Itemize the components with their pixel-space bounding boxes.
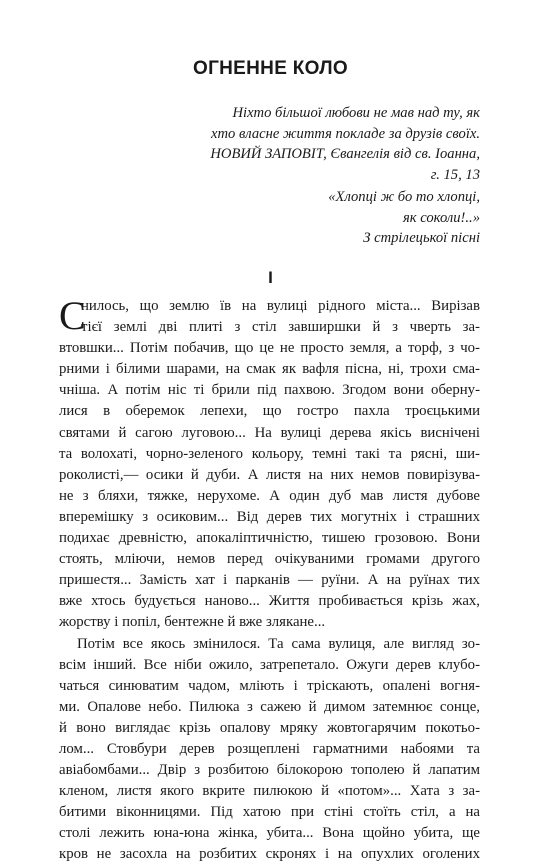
text-line: лися в оберемок лепехи, що гостро пахла троєцькими [59, 403, 480, 420]
text-line: не з бляхи, тяжке, нерухоме. А один дуб мав листя дубове [59, 487, 480, 504]
text-line: тієї землі дві плиті з стіл завширшки й з чверть за- [81, 319, 480, 336]
text-line: стоять, мліючи, немов перед очікуваними громами другого [59, 551, 480, 568]
text-line: святами й сагою луговою... На вулиці дерева якісь виснічені [59, 424, 480, 441]
text-line: кров не засохла на розбитих скронях і на опухлих оголених [59, 846, 480, 863]
text-line: чаться синюватим чадом, мліють і тріскають, опалені вогня- [59, 677, 480, 694]
text-line: кленом, листя якого вкрите пилюкою й «потом»... Хата з за- [59, 783, 480, 800]
text-line: роколисті,— осики й дуби. А листя на них немов повирізува- [59, 466, 480, 483]
text-line: жорству і попіл, бентежне й вже злякане... [59, 614, 326, 631]
text-line: нилось, що землю їв на вулиці рідного міста... Вирізав [81, 298, 480, 314]
text-line: ми. Опалове небо. Пилюка з сажею й димом затемнює сонце, [59, 698, 480, 715]
text-line: чніша. А потім ніс ті брили під пахвою. Згодом вони оберну- [59, 382, 480, 399]
epigraph-source: г. 15, 13 [430, 166, 480, 183]
text-line: й воно виглядає крізь опалову мряку жовтогарячим покотьо- [59, 719, 480, 736]
text-line: лом... Стовбури дерев розщеплені гарматними набоями та [59, 740, 480, 757]
text-line: втовшки... Потім побачив, що це не просто земля, а торф, з чо- [59, 340, 480, 357]
epigraph-source: НОВИЙ ЗАПОВІТ, Євангелія від св. Іоанна, [210, 146, 480, 162]
epigraph-line: Ніхто більшої любови не мав над ту, як [232, 105, 480, 121]
text-line: Потім все якось змінилося. Та сама вулиця, але вигляд зо- [77, 635, 480, 652]
text-line: пришестя... Замість хат і парканів — руїни. А на руїнах тих [59, 572, 480, 589]
text-line: подихає древністю, апокаліптичністю, тишею грозовою. Вони [59, 530, 480, 547]
text-line: рними і білими шарами, на смак як вафля пісна, ні, трохи сма- [59, 361, 480, 378]
text-line: та волохаті, чорно-зеленого кольору, темні такі та рясні, ши- [59, 445, 480, 462]
text-line: столі лежить юна-юна жінка, убита... Вона щойно убита, ще [59, 825, 480, 842]
epigraph-source: З стрілецької пісні [363, 230, 480, 246]
epigraph-line: хто власне життя покладе за друзів своїх. [210, 125, 480, 142]
body-text [59, 293, 480, 866]
chapter-number: I [268, 268, 273, 287]
epigraph-bible [210, 103, 480, 185]
page-title: ОГНЕННЕ КОЛО [193, 58, 348, 79]
text-line: вперемішку з осиковим... Від дерев тих могутніх і страшних [59, 508, 480, 525]
text-line: вже хтось будується наново... Життя пробивається крізь жах, [59, 593, 480, 610]
epigraph-song [328, 187, 480, 249]
epigraph-line: «Хлопці ж бо то хлопці, [328, 189, 480, 205]
text-line: авіабомбами... Двір з розбитою білокорою тополею й лапатим [59, 762, 480, 779]
text-line: битими віконницями. Під хатою при стіні стоїть стіл, а на [59, 804, 480, 821]
epigraph-line: як соколи!..» [403, 209, 480, 226]
drop-cap: С [59, 293, 86, 338]
text-line: всім інший. Все ніби ожило, затрепетало. Ожуги дерев клубо- [59, 656, 480, 673]
